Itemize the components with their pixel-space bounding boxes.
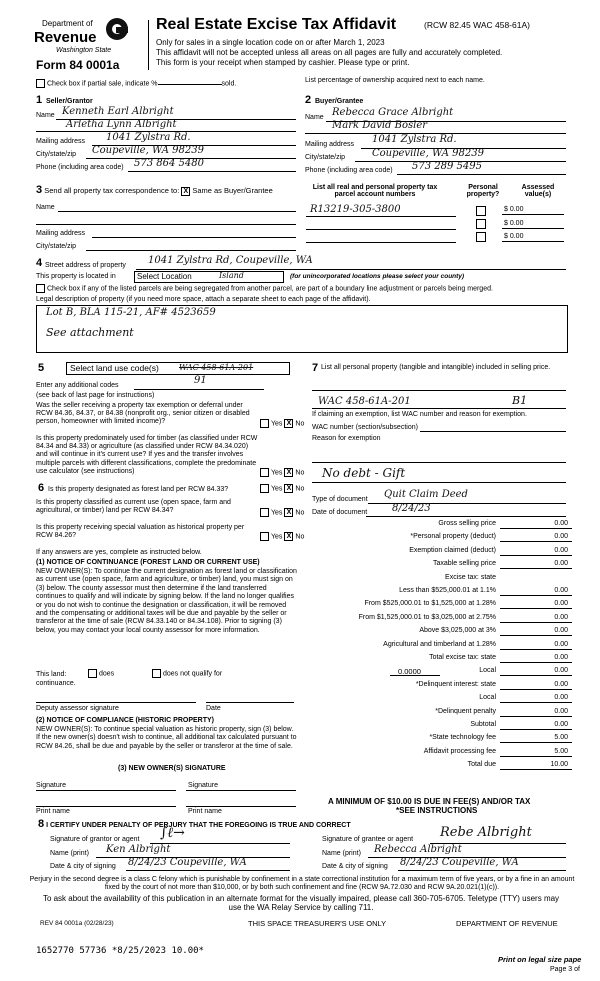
owner-print-label-1: Print name <box>36 808 70 815</box>
assessed-value-3[interactable]: $ 0.00 <box>504 233 524 240</box>
seller-name-label: Name <box>36 112 55 119</box>
sec7-num: 7 <box>312 362 319 374</box>
calc-value[interactable]: 0.00 <box>554 614 568 621</box>
calc-label: From $525,000.01 to $1,525,000 at 1.28% <box>364 600 496 607</box>
sec5-num: 5 <box>38 362 45 374</box>
personal-property-checkbox-2[interactable] <box>476 219 486 229</box>
page-number: Page 3 of <box>550 966 580 973</box>
calc-label: Subtotal <box>470 721 496 728</box>
sec6-q3-answer[interactable]: Yes X No <box>258 532 304 541</box>
form-title: Real Estate Excise Tax Affidavit <box>156 16 397 33</box>
calc-label: *Delinquent penalty <box>435 708 496 715</box>
personal-property-checkbox-3[interactable] <box>476 232 486 242</box>
owner-signature-label-2: Signature <box>188 782 218 789</box>
header-divider <box>148 20 149 70</box>
doc-type-label: Type of document <box>312 496 368 503</box>
parcels-header: List all real and personal property tax parcel account numbers <box>312 184 438 198</box>
this-land-does[interactable]: does <box>86 669 114 678</box>
sec5-q2: Is this property predominately used for timber (as classified under RCW 84.34 and 84.33) or agriculture (as classified under RCW 84.34.020) and will continue in it's current use? If yes and the transfer involves multiple parcels with different classifications, complete the predominate use calculator (see instructions) <box>36 435 258 475</box>
department-label: DEPARTMENT OF REVENUE <box>456 919 558 928</box>
grantor-date-label: Date & city of signing <box>50 863 116 870</box>
parcel-account-1[interactable]: R13219-305-3800 <box>310 204 401 215</box>
reason-label: Reason for exemption <box>312 435 381 442</box>
grantee-date[interactable]: 8/24/23 Coupeville, WA <box>400 857 519 868</box>
personal-property-checkbox-1[interactable] <box>476 206 486 216</box>
wac-number-label: WAC number (section/subsection) <box>312 424 418 431</box>
grantee-signature[interactable]: Rebe Albright <box>440 825 532 840</box>
calc-label: Gross selling price <box>438 520 496 527</box>
seller-phone-label: Phone (including area code) <box>36 164 124 171</box>
calc-value[interactable]: 0.00 <box>554 667 568 674</box>
calc-value[interactable]: 0.00 <box>554 641 568 648</box>
notice2-body: NEW OWNER(S): To continue special valuation as historic property, sign (3) below. If the new owner(s) doesn't wish to continue, all additional tax calculated pursuant to RCW 84.26, shall be due and payable by the seller or transferor at the time of sale. <box>36 726 297 750</box>
sec5-q2-answer[interactable]: Yes X No <box>258 468 304 477</box>
personal-property-header: Personal property? <box>466 184 500 198</box>
seller-name-1[interactable]: Kenneth Earl Albright <box>62 106 174 117</box>
sec3-mail-label: Mailing address <box>36 230 86 237</box>
assessed-value-1[interactable]: $ 0.00 <box>504 206 524 213</box>
local-rate[interactable]: 0.0000 <box>398 667 421 676</box>
calc-label: Above $3,025,000 at 3% <box>419 627 496 634</box>
minimum-due: A MINIMUM OF $10.00 IS DUE IN FEE(S) AND/OR TAX <box>328 797 531 806</box>
sec1-num: 1 <box>36 94 43 106</box>
segregated-checkbox[interactable] <box>36 284 45 293</box>
calc-value[interactable]: 0.00 <box>554 547 568 554</box>
sec3-line: 3 Send all property tax correspondence to: X Same as Buyer/Grantee <box>36 184 273 196</box>
header-line-1: Only for sales in a single location code on or after March 1, 2023 <box>156 38 385 47</box>
sec5-q1-answer[interactable]: Yes X No <box>258 419 304 428</box>
exemption-reason[interactable]: No debt - Gift <box>322 466 406 480</box>
owner-signature-label-1: Signature <box>36 782 66 789</box>
sec6-num: 6 <box>38 482 45 494</box>
buyer-city-label: City/state/zip <box>305 154 346 161</box>
buyer-name-1[interactable]: Rebecca Grace Albright <box>332 107 454 118</box>
calc-label: Less than $525,000.01 at 1.1% <box>399 587 496 594</box>
calc-value[interactable]: 0.00 <box>554 600 568 607</box>
doc-type[interactable]: Quit Claim Deed <box>384 489 468 500</box>
buyer-phone-label: Phone (including area code) <box>305 167 393 174</box>
calc-label: *Personal property (deduct) <box>410 533 496 540</box>
calc-value[interactable]: 0.00 <box>554 533 568 540</box>
location-select[interactable]: Select Location Island <box>134 271 284 283</box>
buyer-phone[interactable]: 573 289 5495 <box>412 161 482 172</box>
dept-of-label: Department of <box>42 19 93 28</box>
calc-label: *Delinquent interest: state <box>415 681 496 688</box>
calc-label: From $1,525,000.01 to $3,025,000 at 2.75% <box>358 614 496 621</box>
seller-phone[interactable]: 573 864 5480 <box>134 158 204 169</box>
doc-date[interactable]: 8/24/23 <box>392 503 431 514</box>
calc-label: Excise tax: state <box>445 574 496 581</box>
notice3-title: (3) NEW OWNER(S) SIGNATURE <box>118 765 226 772</box>
sec8-certify: 8 I CERTIFY UNDER PENALTY OF PERJURY THAT THE FOREGOING IS TRUE AND CORRECT <box>38 818 351 830</box>
calc-label: Total due <box>467 761 496 768</box>
sec1-heading: Seller/Grantor <box>46 98 93 105</box>
sec4-num: 4 <box>36 257 43 269</box>
assessed-value-header: Assessed value(s) <box>521 184 555 198</box>
grantor-name[interactable]: Ken Albright <box>106 844 171 855</box>
location-note: (for unincorporated locations please select your county) <box>290 273 465 280</box>
grantor-name-label: Name (print) <box>50 850 89 857</box>
perjury-text: Perjury in the second degree is a class C felony which is punishable by confinement in a state correctional institution for a maximum term of five years, or by a fine in an amount fixed by the court of not more than $10,000, or by both such confinement and fine (RCW 9A.72.030 and RCW 9A.20.021(1)(c)). <box>29 876 575 892</box>
sec6-note: If any answers are yes, complete as instructed below. <box>36 549 202 556</box>
state-label: Washington State <box>56 47 112 54</box>
partial-sale-checkbox[interactable] <box>36 79 45 88</box>
deputy-signature-label: Deputy assessor signature <box>36 705 119 712</box>
grantee-date-label: Date & city of signing <box>322 863 388 870</box>
calc-value[interactable]: 5.00 <box>554 748 568 755</box>
calc-label: Local <box>479 694 496 701</box>
calc-value[interactable]: 0.00 <box>554 708 568 715</box>
sec6-q1-answer[interactable]: Yes X No <box>258 484 304 493</box>
sec6-q2-answer[interactable]: Yes X No <box>258 508 304 517</box>
additional-codes[interactable]: 91 <box>194 375 207 386</box>
sec3-city-label: City/state/zip <box>36 243 77 250</box>
seller-mail[interactable]: 1041 Zylstra Rd. <box>106 132 191 143</box>
grantee-name[interactable]: Rebecca Albright <box>374 844 462 855</box>
sig-grantee-label: Signature of grantee or agent <box>322 836 414 843</box>
calc-label: *State technology fee <box>429 734 496 741</box>
buyer-city[interactable]: Coupeville, WA 98239 <box>372 148 484 159</box>
sec5-q1: Was the seller receiving a property tax exemption or deferral under RCW 84.36, 84.37, or 84.38 (nonprofit org., senior citizen or disabled person, homeowner with limited income)? <box>36 402 250 426</box>
claim-text: If claiming an exemption, list WAC number and reason for exemption. <box>312 411 527 418</box>
buyer-name-label: Name <box>305 114 324 121</box>
buyer-name-2[interactable]: Mark David Bosler <box>332 120 428 131</box>
street-address[interactable]: 1041 Zylstra Rd, Coupeville, WA <box>148 255 313 266</box>
this-land-does-not[interactable]: does not qualify for <box>150 669 222 678</box>
calc-value[interactable]: 0.00 <box>554 681 568 688</box>
calc-label: Affidavit processing fee <box>423 748 496 755</box>
assessed-value-2[interactable]: $ 0.00 <box>504 220 524 227</box>
see-back: (see back of last page for instructions) <box>36 392 155 399</box>
partial-sale[interactable]: Check box if partial sale, indicate % sold. <box>34 79 236 88</box>
notice1-body: NEW OWNER(S): To continue the current designation as forest land or classification as current use (open space, farm and agriculture, or timber) land, you must sign on (3) below. The county assessor must then determine if the land transferred continues to qualify and will indicate by signing below. If the land no longer qualifies or you do not wish to continue the designation or classification, it will be removed and the compensating or additional taxes will be due and payable by the seller or transferor at the time of sale (RCW 84.33.140 or 84.34.108). Prior to signing (3) below, you may contact your local county assessor for more information. <box>36 568 297 634</box>
grantor-signature[interactable]: ∫ℓ→ <box>160 825 185 841</box>
segregated-line[interactable]: Check box if any of the listed parcels are being segregated from another parcel, are part of a boundary line adjustment or parcels being merged. <box>34 284 493 293</box>
buyer-mail-label: Mailing address <box>305 141 355 148</box>
continuance-label: continuance. <box>36 680 76 687</box>
header-line-3: This form is your receipt when stamped by cashier. Please type or print. <box>156 58 410 67</box>
deputy-date-label: Date <box>206 705 221 712</box>
calc-label: Agricultural and timberland at 1.28% <box>383 641 496 648</box>
doc-date-label: Date of document <box>312 509 368 516</box>
calc-label: Taxable selling price <box>432 560 496 567</box>
form-rcw: (RCW 82.45 WAC 458-61A) <box>424 20 530 30</box>
land-use-select[interactable]: Select land use code(s) WAC 458-61A-201 <box>66 362 290 375</box>
sec3-name-label: Name <box>36 204 55 211</box>
sec6-q1: Is this property designated as forest land per RCW 84.33? <box>48 486 229 493</box>
calc-value[interactable]: 0.00 <box>554 721 568 728</box>
recording-stamp: 1652770 57736 *8/25/2023 10.00* <box>36 946 204 956</box>
calc-value[interactable]: 5.00 <box>554 734 568 741</box>
calc-value[interactable]: 0.00 <box>554 587 568 594</box>
calc-value[interactable]: 10.00 <box>550 761 568 768</box>
form-number: Form 84 0001a <box>36 58 120 72</box>
ownership-note: List percentage of ownership acquired next to each name. <box>305 77 485 84</box>
legal-size-note: Print on legal size pape <box>498 955 582 964</box>
buyer-mail[interactable]: 1041 Zylstra Rd. <box>372 134 457 145</box>
rev-number: REV 84 0001a (02/28/23) <box>40 920 114 927</box>
street-label: Street address of property <box>45 262 126 269</box>
calc-value[interactable]: 0.00 <box>554 560 568 567</box>
revenue-logo-icon <box>106 18 128 40</box>
owner-print-label-2: Print name <box>188 808 222 815</box>
sec7-text: List all personal property (tangible and intangible) included in selling price. <box>321 364 551 371</box>
legal-description-2[interactable]: See attachment <box>46 326 134 339</box>
sec6-q2: Is this property classified as current use (open space, farm and agricultural, or timber) land per RCW 84.34? <box>36 499 231 515</box>
revenue-logo-text: Revenue <box>34 29 97 46</box>
this-land-label: This land: <box>36 671 67 678</box>
sig-grantor-label: Signature of grantor or agent <box>50 836 140 843</box>
see-instructions: *SEE INSTRUCTIONS <box>396 806 478 815</box>
legal-description-label: Legal description of property (if you need more space, attach a separate sheet to each page of the affidavit). <box>36 296 371 303</box>
sec2-num: 2 <box>305 94 312 106</box>
location-label: This property is located in <box>36 273 116 280</box>
sec2-heading: Buyer/Grantee <box>315 98 364 105</box>
header-line-2: This affidavit will not be accepted unless all areas on all pages are fully and accurately completed. <box>156 48 503 57</box>
seller-name-2[interactable]: Arletha Lynn Albright <box>66 119 177 130</box>
accessibility-text: To ask about the availability of this publication in an alternate format for the visually impaired, please call 360-705-6705. Teletype (TTY) users may use the WA Relay Service by calling 711. <box>42 894 560 912</box>
additional-codes-label: Enter any additional codes <box>36 382 119 389</box>
wac-value[interactable]: WAC 458-61A-201 <box>318 396 411 407</box>
calc-value[interactable]: 0.00 <box>554 694 568 701</box>
same-as-buyer-checkbox[interactable]: X <box>181 187 190 196</box>
grantee-name-label: Name (print) <box>322 850 361 857</box>
seller-city-label: City/state/zip <box>36 151 77 158</box>
seller-city[interactable]: Coupeville, WA 98239 <box>92 145 204 156</box>
grantor-date[interactable]: 8/24/23 Coupeville, WA <box>128 857 247 868</box>
seller-mail-label: Mailing address <box>36 138 86 145</box>
treasurer-note: THIS SPACE TREASURER'S USE ONLY <box>248 919 387 928</box>
notice1-title: (1) NOTICE OF CONTINUANCE (FOREST LAND OR CURRENT USE) <box>36 559 260 566</box>
calc-label: Local <box>479 667 496 674</box>
calc-value[interactable]: 0.00 <box>554 627 568 634</box>
wac-code[interactable]: B1 <box>512 394 528 407</box>
calc-value[interactable]: 0.00 <box>554 654 568 661</box>
calc-value[interactable]: 0.00 <box>554 520 568 527</box>
legal-description-1[interactable]: Lot B, BLA 115-21, AF# 4523659 <box>46 307 216 318</box>
sec6-q3: Is this property receiving special valuation as historical property per RCW 84.26? <box>36 524 245 540</box>
calc-label: Exemption claimed (deduct) <box>409 547 496 554</box>
notice2-title: (2) NOTICE OF COMPLIANCE (HISTORIC PROPERTY) <box>36 717 214 724</box>
calc-label: Total excise tax: state <box>429 654 496 661</box>
